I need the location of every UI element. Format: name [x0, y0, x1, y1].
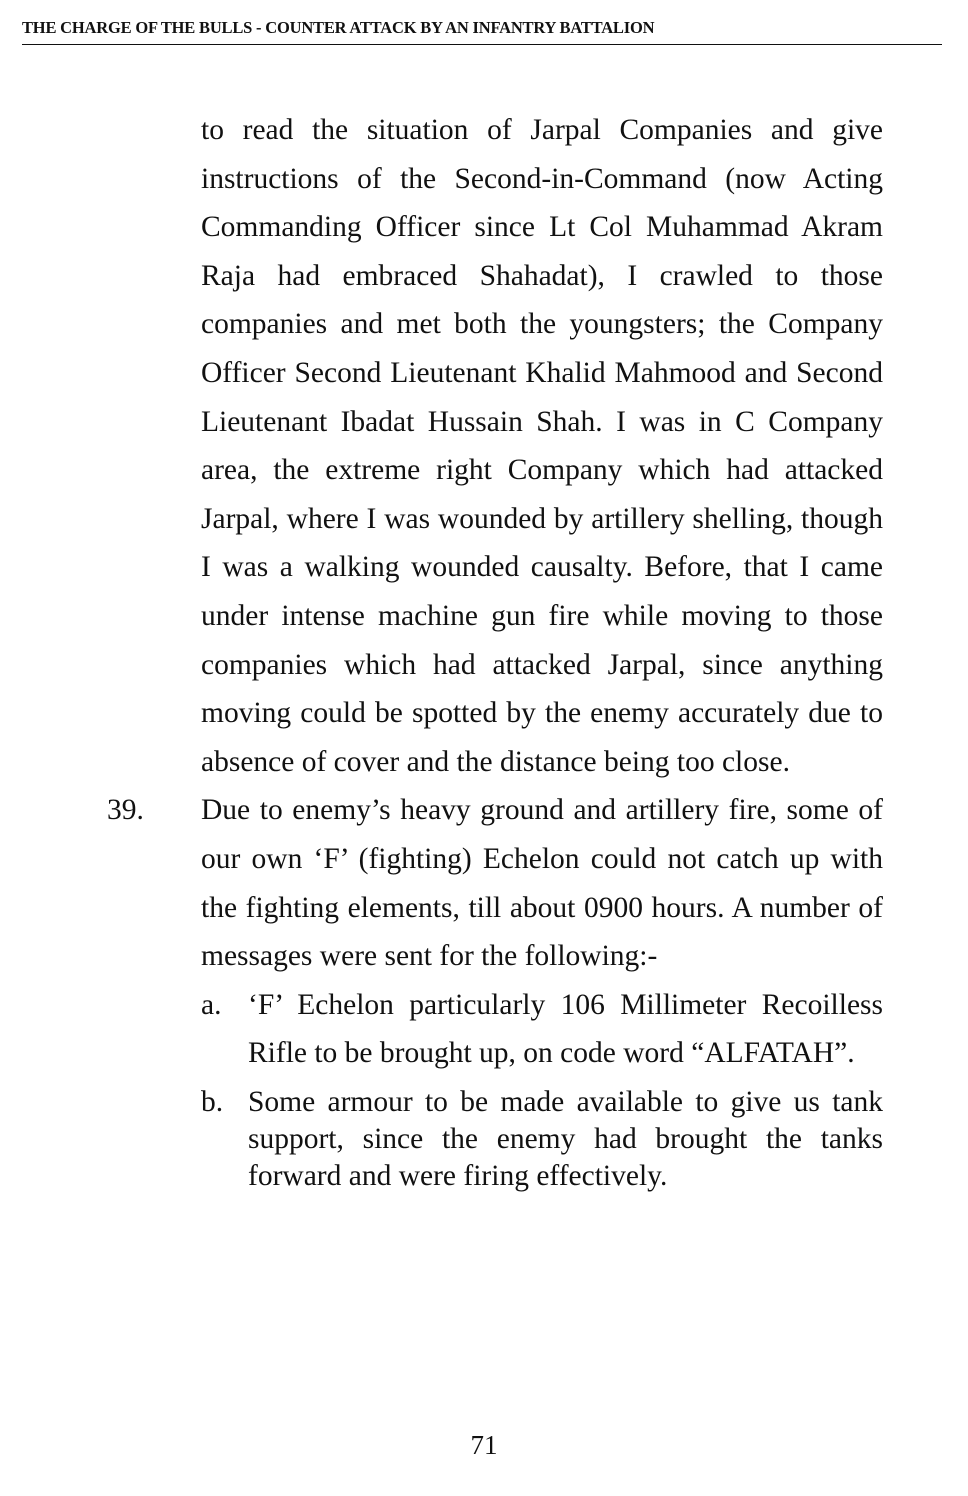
sub-item-text: ‘F’ Echelon particularly 106 Millimeter Recoilless Rifle to be brought up, on code word “ALFATAH”.	[248, 988, 883, 1070]
sub-item-text: Some armour to be made available to give us tank support, since the enemy had brought the tanks forward and were firing effectively.	[248, 1085, 883, 1192]
continuation-paragraph: to read the situation of Jarpal Companies and give instructions of the Second-in-Command (now Acting Commanding Officer since Lt Col Muhammad Akram Raja had embraced Shahadat), I crawled to those companies and met both the youngsters; the Company Officer Second Lieutenant Khalid Mahmood and Second Lieutenant Ibadat Hussain Shah. I was in C Company area, the extreme right Company which had attacked Jarpal, where I was wounded by artillery shelling, though I was a walking wounded causalty. Before, that I came under intense machine gun fire while moving to those companies which had attacked Jarpal, since anything moving could be spotted by the enemy accurately due to absence of cover and the distance being too close.	[201, 114, 883, 778]
paragraph-39	[107, 786, 883, 1195]
sub-item-letter: b.	[201, 1085, 224, 1118]
sub-item-b	[201, 1084, 883, 1195]
sub-item-a	[201, 981, 883, 1078]
paragraph-number: 39.	[107, 794, 144, 827]
sub-item-list	[201, 981, 883, 1195]
body-text	[107, 106, 883, 1195]
paragraph-39-text: Due to enemy’s heavy ground and artillery fire, some of our own ‘F’ (fighting) Echelon could not catch up with the fighting elements, till about 0900 hours. A number of messages were sent for the following:-	[201, 794, 883, 973]
page-number: 71	[470, 1430, 498, 1460]
sub-item-letter: a.	[201, 988, 222, 1021]
running-header: THE CHARGE OF THE BULLS - COUNTER ATTACK BY AN INFANTRY BATTALION	[22, 18, 942, 45]
